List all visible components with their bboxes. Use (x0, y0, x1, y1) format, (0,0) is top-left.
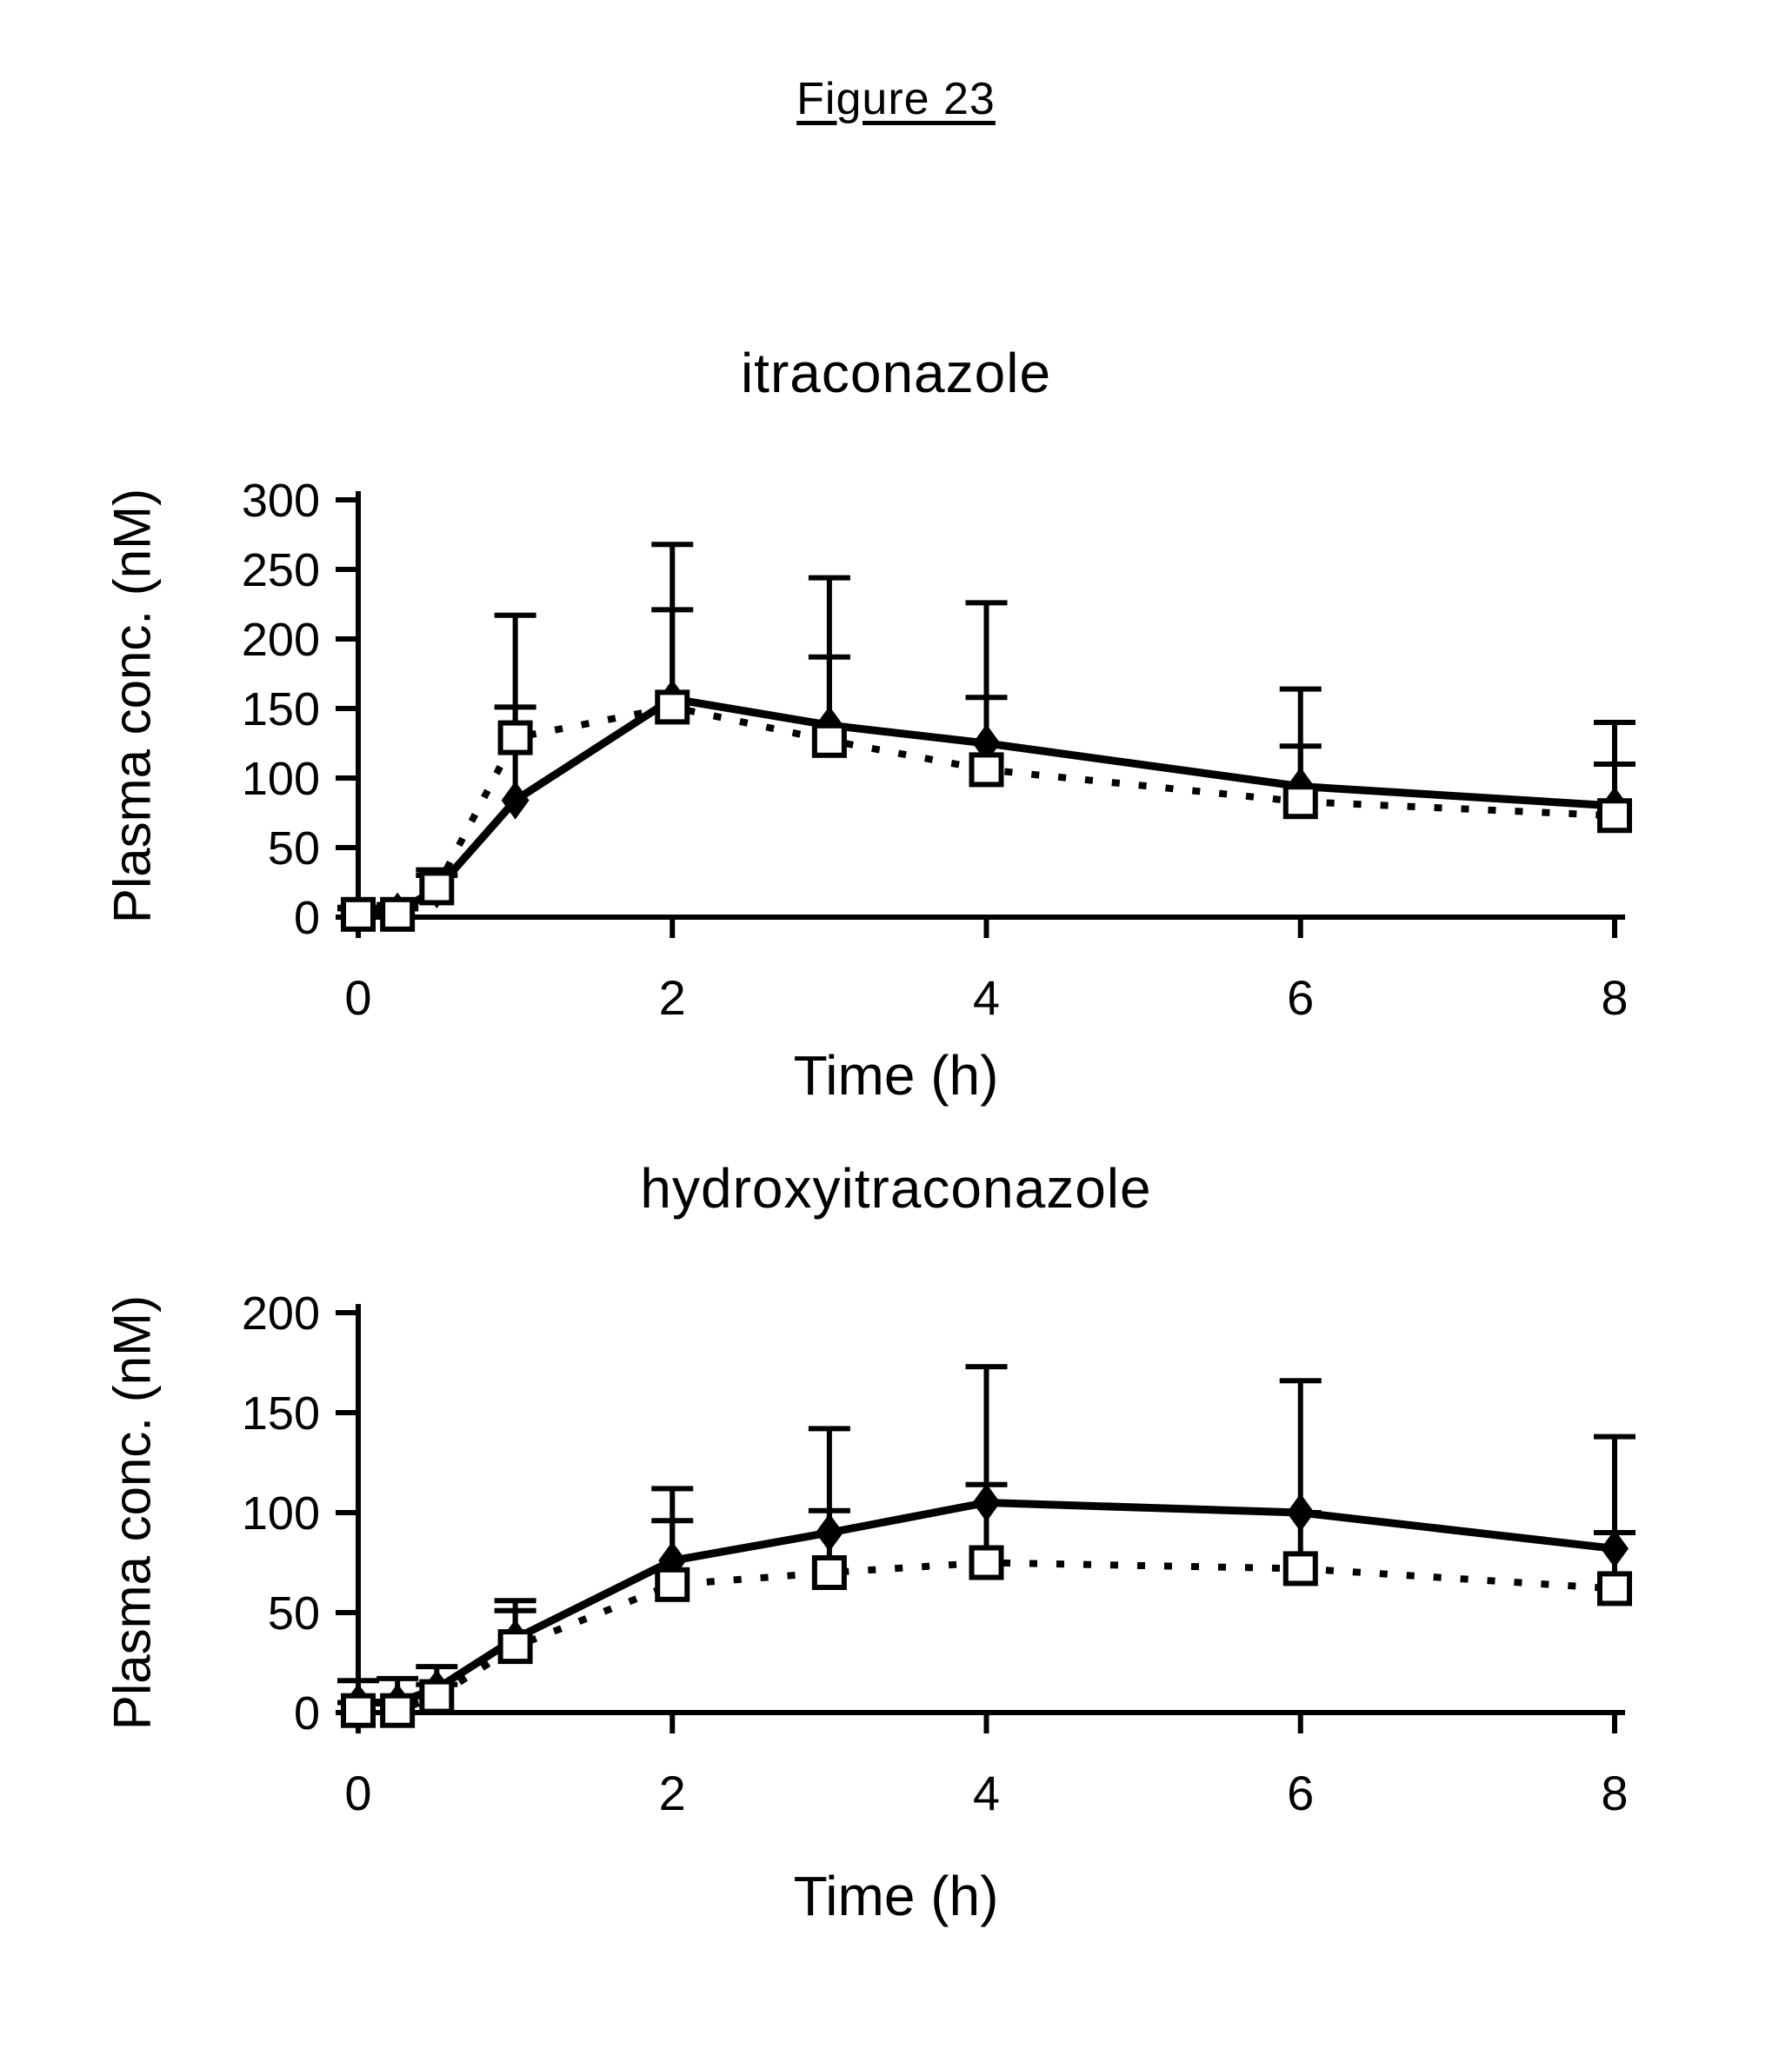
x-tick-label: 8 (1601, 970, 1629, 1025)
y-tick-label: 200 (241, 614, 320, 666)
series-line-open-square-dotted (358, 1563, 1615, 1711)
y-axis-label-itraconazole: Plasma conc. (nM) (103, 488, 162, 924)
x-tick-label: 6 (1287, 1766, 1315, 1820)
marker-open-square (422, 1682, 451, 1712)
y-tick-label: 0 (293, 1687, 320, 1740)
chart-title-hydroxyitraconazole: hydroxyitraconazole (640, 1157, 1152, 1220)
marker-filled-diamond (816, 1513, 843, 1552)
marker-open-square (657, 1570, 687, 1600)
marker-filled-diamond (1287, 1494, 1315, 1532)
marker-open-square (1600, 1573, 1629, 1603)
marker-filled-diamond (973, 1484, 1001, 1522)
marker-open-square (1286, 1553, 1316, 1583)
y-tick-label: 200 (241, 1287, 320, 1340)
y-tick-label: 50 (267, 822, 320, 875)
x-axis-label-hydroxyitraconazole: Time (h) (793, 1865, 999, 1927)
marker-open-square (815, 1558, 844, 1587)
x-tick-label: 4 (972, 970, 1001, 1025)
figure-title-text: Figure 23 (796, 74, 996, 124)
y-tick-label: 0 (293, 892, 320, 944)
chart-title-itraconazole: itraconazole (740, 342, 1052, 404)
y-tick-label: 100 (241, 753, 320, 805)
x-tick-label: 2 (658, 970, 686, 1025)
y-tick-label: 150 (241, 683, 320, 735)
x-tick-label: 4 (972, 1766, 1001, 1820)
x-tick-label: 8 (1601, 1766, 1629, 1820)
x-tick-label: 6 (1287, 970, 1315, 1025)
y-tick-label: 100 (241, 1487, 320, 1540)
marker-open-square (383, 1696, 412, 1726)
marker-open-square (343, 1696, 373, 1726)
marker-open-square (501, 1632, 530, 1661)
x-tick-label: 2 (658, 1766, 686, 1820)
marker-open-square (972, 1548, 1002, 1578)
y-tick-label: 150 (241, 1387, 320, 1440)
y-tick-label: 50 (267, 1587, 320, 1640)
y-axis-label-hydroxyitraconazole: Plasma conc. (nM) (103, 1294, 162, 1731)
y-tick-label: 250 (241, 544, 320, 596)
x-axis-label-itraconazole: Time (h) (793, 1044, 999, 1107)
x-tick-label: 0 (344, 970, 372, 1025)
y-tick-label: 300 (241, 475, 320, 527)
x-tick-label: 0 (344, 1766, 372, 1820)
